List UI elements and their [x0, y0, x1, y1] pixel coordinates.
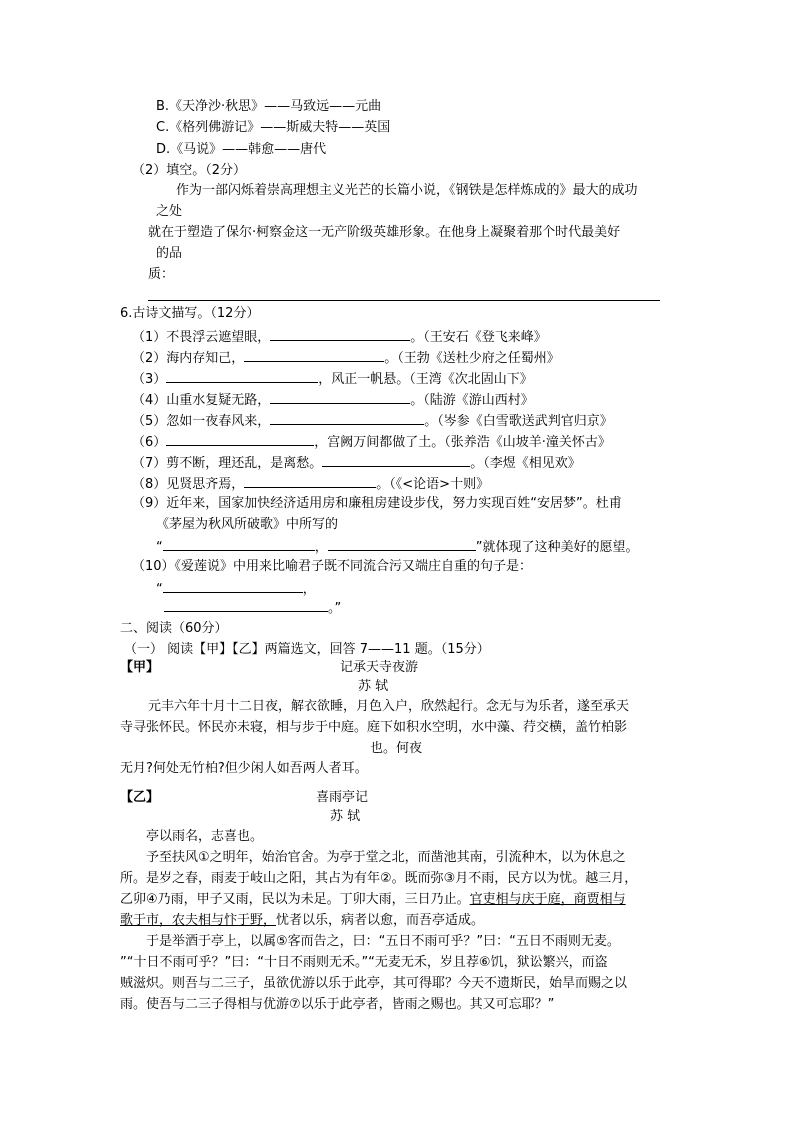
q6-item-4-blank[interactable] — [270, 390, 410, 404]
q6-item-7-prefix: （7）剪不断，理还乱，是离愁。 — [132, 456, 323, 471]
q6-item-6-suffix: ，宫阙万间都做了土。（张养浩《山坡羊·潼关怀古》 — [314, 435, 611, 450]
q6-item-4-prefix: （4）山重水复疑无路， — [132, 393, 271, 408]
yi-line-8: 贼滋炽。则吾与二三子，虽欲优游以乐于此亭，其可得耶？今天不遗斯民，始旱而赐之以 — [120, 976, 628, 991]
q5-2-line3: 就在于塑造了保尔·柯察金这一无产阶级英雄形象。在他身上凝聚着那个时代最美好 — [148, 225, 621, 240]
q6-item-9-blank-2[interactable] — [328, 537, 476, 551]
q6-item-2-suffix: 。（王勃《送杜少府之任蜀州》 — [384, 351, 560, 366]
jia-para-3: 也。何夜 — [370, 741, 423, 756]
q6-item-6-blank[interactable] — [166, 432, 314, 446]
q6-item-8 — [132, 474, 489, 494]
q6-item-9c — [156, 537, 639, 557]
jia-para-1: 元丰六年十月十二日夜，解衣欲睡，月色入户，欣然起行。念无与为乐者，遂至承天 — [148, 699, 630, 714]
q6-item-5 — [132, 411, 613, 431]
yi-line-6: 于是举酒于亭上，以属⑤客而告之，曰：“五日不雨可乎？”曰：“五日不雨则无麦。 — [146, 934, 620, 949]
q6-item-3-blank[interactable] — [166, 369, 318, 383]
q6-item-9-comma: ， — [314, 540, 328, 555]
q6-item-10-blank-1[interactable] — [163, 579, 303, 593]
yi-line-7: ”“十日不雨可乎？”曰：“十日不雨则无禾。”“无麦无禾，岁且荐⑥饥，狱讼繁兴，而盗 — [120, 955, 608, 970]
q6-item-5-blank[interactable] — [270, 411, 424, 425]
q6-item-3-suffix: ，风正一帆悬。（王湾《次北固山下》 — [318, 372, 533, 387]
yi-author: 苏 轼 — [330, 809, 361, 824]
q6-item-1-suffix: 。（王安石《登飞来峰》 — [410, 330, 547, 345]
q6-item-6-prefix: （6） — [132, 435, 167, 450]
yi-tag: 【乙】 — [120, 790, 160, 805]
q5-2-label: （2）填空。（2分） — [132, 163, 247, 178]
yi-line-5-text: 忧者以乐，病者以愈，而吾亭适成。 — [276, 913, 485, 928]
jia-para-4: 无月?何处无竹柏?但少闲人如吾两人者耳。 — [120, 761, 368, 776]
q6-item-2-blank[interactable] — [244, 348, 384, 362]
q6-item-9-blank-1[interactable] — [163, 537, 315, 551]
q5-2-line2: 之处 — [156, 204, 183, 219]
q6-title: 6.古诗文描写。（12分） — [120, 306, 260, 321]
q6-item-6 — [132, 432, 611, 452]
q6-item-10-open-quote: “ — [156, 582, 163, 597]
yi-line-1: 亭以雨名，志喜也。 — [146, 829, 264, 844]
q6-item-9b: 《茅屋为秋风所破歌》中所写的 — [156, 517, 339, 532]
option-d: D.《马说》——韩愈——唐代 — [156, 142, 327, 157]
q6-item-9-suffix: ”就体现了这种美好的愿望。 — [475, 540, 639, 555]
yi-title: 喜雨亭记 — [316, 790, 369, 805]
yi-line-2: 予至扶风①之明年，始治官舍。为亭于堂之北，而凿池其南，引流种木，以为休息之 — [146, 850, 626, 865]
q6-item-7 — [132, 453, 581, 473]
q5-2-line1: 作为一部闪烁着崇高理想主义光芒的长篇小说，《钢铁是怎样炼成的》最大的成功 — [176, 183, 638, 198]
q6-item-5-suffix: 。（岑参《白雪歌送武判官归京》 — [424, 414, 613, 429]
jia-para-2: 寺寻张怀民。怀民亦未寝，相与步于中庭。庭下如积水空明，水中藻、荇交横，盖竹柏影 — [120, 720, 628, 735]
q6-item-10-blank-2[interactable] — [164, 598, 328, 612]
q6-item-9a: （9）近年来，国家加快经济适用房和廉租房建设步伐，努力实现百姓“安居梦”。杜甫 — [132, 496, 622, 511]
answer-line[interactable] — [148, 300, 660, 301]
yi-line-5 — [120, 912, 484, 930]
jia-author: 苏 轼 — [358, 679, 389, 694]
q6-item-10c — [164, 598, 341, 618]
q5-2-line4: 的品 — [156, 246, 183, 261]
yi-line-4 — [120, 891, 626, 909]
q6-item-3 — [132, 369, 533, 389]
q6-item-2 — [132, 348, 560, 368]
jia-title: 记承天寺夜游 — [340, 660, 419, 675]
q6-item-4-suffix: 。（陆游《游山西村》 — [410, 393, 534, 408]
q5-2-line5: 质： — [148, 267, 175, 282]
q6-item-7-blank[interactable] — [322, 453, 470, 467]
q6-item-7-suffix: 。（李煜《相见欢》 — [470, 456, 581, 471]
q6-item-10-comma: ， — [302, 582, 316, 597]
q6-item-1-blank[interactable] — [270, 327, 410, 341]
yi-line-4-underlined: 官吏相与庆于庭，商贾相与 — [469, 892, 626, 907]
q6-item-9-open-quote: “ — [156, 540, 163, 555]
yi-line-9: 雨。使吾与二三子得相与优游⑦以乐于此亭者，皆雨之赐也。其又可忘耶？” — [120, 997, 555, 1012]
q6-item-1-prefix: （1）不畏浮云遮望眼， — [132, 330, 271, 345]
q6-item-10-suffix: 。” — [328, 601, 342, 616]
q6-item-8-suffix: 。（《<论语>十则》 — [376, 477, 490, 492]
q6-item-1 — [132, 327, 547, 347]
q6-item-4 — [132, 390, 534, 410]
q6-item-3-prefix: （3） — [132, 372, 167, 387]
reading-instruction: （一） 阅读【甲】【乙】两篇选文，回答 7——11 题。（15分） — [124, 642, 490, 657]
q6-item-2-prefix: （2）海内存知己， — [132, 351, 245, 366]
q6-item-8-prefix: （8）见贤思齐焉， — [132, 477, 245, 492]
yi-line-3: 所。是岁之春，雨麦于岐山之阳，其占为有年②。既而弥③月不雨，民方以为忧。越三月， — [120, 871, 638, 886]
q6-item-10a: （10）《爱莲说》中用来比喻君子既不同流合污又端庄自重的句子是： — [132, 559, 533, 574]
option-b: B.《天净沙·秋思》——马致远——元曲 — [156, 99, 382, 114]
section-reading: 二、阅读（60分） — [120, 621, 228, 636]
option-c: C.《格列佛游记》——斯威夫特——英国 — [156, 120, 391, 135]
yi-line-5-underlined: 歌于市，农夫相与忭于野， — [120, 913, 277, 928]
q6-item-8-blank[interactable] — [244, 474, 376, 488]
q6-item-5-prefix: （5）忽如一夜春风来， — [132, 414, 271, 429]
yi-line-4-text: 乙卯④乃雨，甲子又雨，民以为未足。丁卯大雨，三日乃止。 — [120, 892, 470, 907]
jia-tag: 【甲】 — [120, 660, 160, 675]
q6-item-10b — [156, 579, 316, 599]
